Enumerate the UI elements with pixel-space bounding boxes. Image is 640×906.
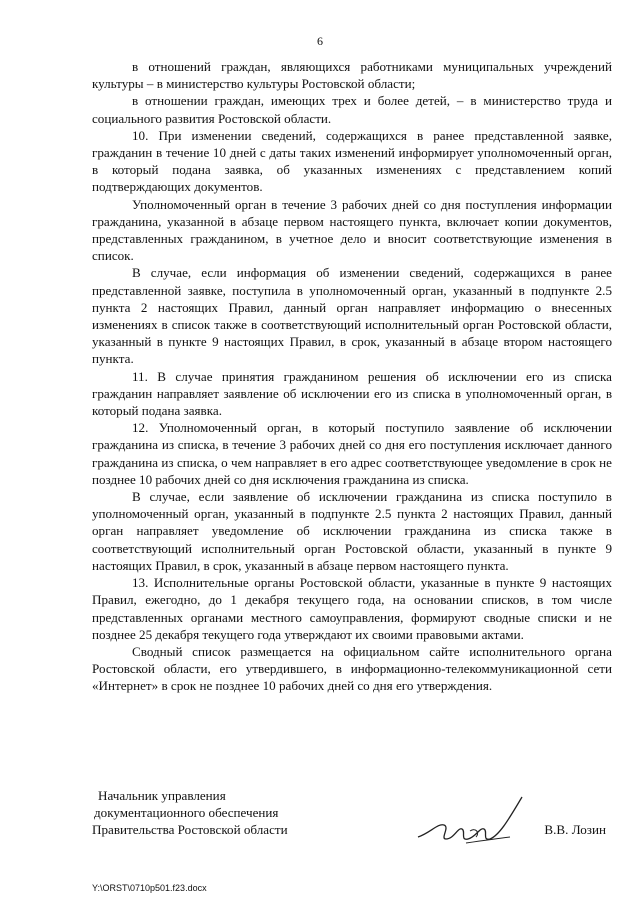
paragraph-item-12: 12. Уполномоченный орган, в который поступило заявление об исключении гражданина из списка, в течение 3 рабочих дней со дня его поступления исключает данного гражданина из списка, о чем направляет в его адрес соответствующее уведомление в срок не позднее 10 рабочих дней со дня исключения гражданина из списка. <box>92 420 612 487</box>
file-path: Y:\ORST\0710p501.f23.docx <box>92 883 207 893</box>
paragraph-item-10: 10. При изменении сведений, содержащихся в ранее представленной заявке, гражданин в течение 10 дней с даты таких изменений информирует уполномоченный орган, в который подана заявка, об указанных изменениях с представлением копий подтверждающих документов. <box>92 127 612 195</box>
paragraph-culture: в отношений граждан, являющихся работниками муниципальных учреждений культуры – в министерство культуры Ростовской области; <box>92 59 612 92</box>
paragraph-item-12-case: В случае, если заявление об исключении гражданина из списка поступило в уполномоченный орган, указанный в подпункте 2.5 пункта 2 настоящих Правил, данный орган направляет уведомление об исключении гражданина из списка также в соответствующий исполнительный орган Ростовской области, указанный в пункте 9 настоящих Правил, в срок, указанный в абзаце первом настоящего пункта. <box>92 489 612 573</box>
signatory-position-line-3: Правительства Ростовской области <box>92 822 288 838</box>
paragraph-item-11: 11. В случае принятия гражданином решения об исключении его из списка гражданин направляет заявление об исключении его из списка в уполномоченный орган, в который подана заявка. <box>92 368 612 419</box>
handwritten-signature-icon <box>410 787 550 849</box>
signatory-name: В.В. Лозин <box>544 822 606 837</box>
signatory-position-line-1: Начальник управления <box>98 788 226 803</box>
paragraph-item-13: 13. Исполнительные органы Ростовской области, указанные в пункте 9 настоящих Правил, ежегодно, до 1 декабря текущего года, на основании списков, в том числе представленных органами местного самоуправления, формируют сводные списки и не позднее 25 декабря текущего года утверждают их своими правовыми актами. <box>92 575 612 642</box>
paragraph-item-10-authority: Уполномоченный орган в течение 3 рабочих дней со дня поступления информации гражданина, указанной в абзаце первом настоящего пункта, включает копии документов, представленных гражданином, в учетное дело и вносит соответствующие изменения в список. <box>92 196 612 264</box>
paragraph-large-families: в отношении граждан, имеющих трех и более детей, – в министерство труда и социального развития Ростовской области. <box>92 93 612 126</box>
signatory-position-line-2: документационного обеспечения <box>94 805 279 821</box>
paragraph-item-10-case: В случае, если информация об изменении сведений, содержащихся в ранее представленной заявке, поступила в уполномоченный орган, указанный в подпункте 2.5 пункта 2 настоящих Правил, данный орган направляет информацию о внесенных изменениях в список также в соответствующий исполнительный орган Ростовской области, указанный в пункте 9 настоящих Правил, в срок, указанный в абзаце втором настоящего пункта. <box>92 265 612 367</box>
page-number: 6 <box>317 34 323 48</box>
signature-block <box>92 787 612 839</box>
document-body <box>92 58 612 695</box>
paragraph-item-13-publication: Сводный список размещается на официальном сайте исполнительного органа Ростовской области, его утвердившего, в информационно-телекоммуникационной сети «Интернет» в срок не позднее 10 рабочих дней со дня его утверждения. <box>92 643 612 694</box>
